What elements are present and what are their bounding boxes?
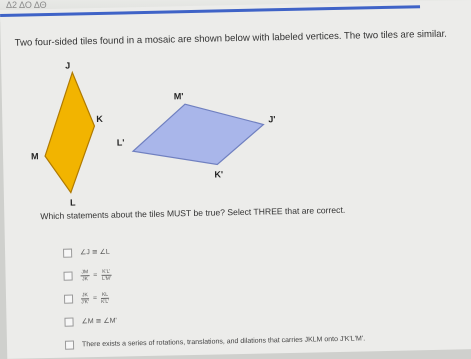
option-4[interactable] xyxy=(64,315,117,328)
option-2-right-denominator: L'M' xyxy=(101,275,111,282)
option-2-left-numerator: JM xyxy=(81,268,89,275)
option-5-checkbox[interactable] xyxy=(65,340,74,349)
option-3-left-fraction xyxy=(81,292,89,305)
option-2-right-fraction xyxy=(101,268,111,281)
option-3-right-denominator: K'L' xyxy=(101,298,110,305)
vertex-label-j: J xyxy=(65,60,71,71)
select-three-question: Which statements about the tiles MUST be true? Select THREE that are correct. xyxy=(40,204,346,222)
option-3[interactable] xyxy=(64,292,109,305)
question-prompt: Two four-sided tiles found in a mosaic are shown below with labeled vertices. The two tiles are similar. xyxy=(14,28,448,49)
option-3-right-numerator: KL xyxy=(101,291,109,298)
vertex-label-m-prime: M' xyxy=(173,91,184,102)
option-2-right-numerator: K'L' xyxy=(102,268,111,275)
equals-sign: = xyxy=(93,271,98,279)
vertex-label-l: L xyxy=(69,197,76,208)
option-3-right-fraction xyxy=(101,291,109,304)
option-2-checkbox[interactable] xyxy=(63,271,72,280)
option-4-checkbox[interactable] xyxy=(64,317,73,326)
header-crumb: Δ2 ΔΟ ΔΘ xyxy=(6,0,47,10)
option-3-left-denominator: J'K' xyxy=(81,298,89,305)
option-2[interactable] xyxy=(63,269,111,282)
vertex-label-j-prime: J' xyxy=(268,114,276,125)
vertex-label-l-prime: L' xyxy=(116,137,125,148)
option-4-text: ∠M ≅ ∠M' xyxy=(81,317,117,326)
tile-jklm-prime xyxy=(132,103,264,167)
option-3-left-numerator: JK xyxy=(81,291,88,298)
vertex-label-k-prime: K' xyxy=(214,169,224,180)
tile-jklm xyxy=(43,72,96,193)
option-5-text: There exists a series of rotations, translations, and dilations that carries JKLM onto J'K'L'M'. xyxy=(81,334,366,348)
option-1-checkbox[interactable] xyxy=(63,248,72,257)
option-3-checkbox[interactable] xyxy=(64,294,73,303)
option-5[interactable] xyxy=(65,332,365,350)
vertex-label-m: M xyxy=(30,151,39,162)
equals-sign: = xyxy=(92,294,98,302)
option-1[interactable] xyxy=(63,246,110,259)
option-1-text: ∠J ≅ ∠L xyxy=(80,248,110,257)
vertex-label-k: K xyxy=(96,113,103,125)
option-2-left-denominator: JK xyxy=(81,275,88,282)
option-2-left-fraction xyxy=(80,269,89,282)
